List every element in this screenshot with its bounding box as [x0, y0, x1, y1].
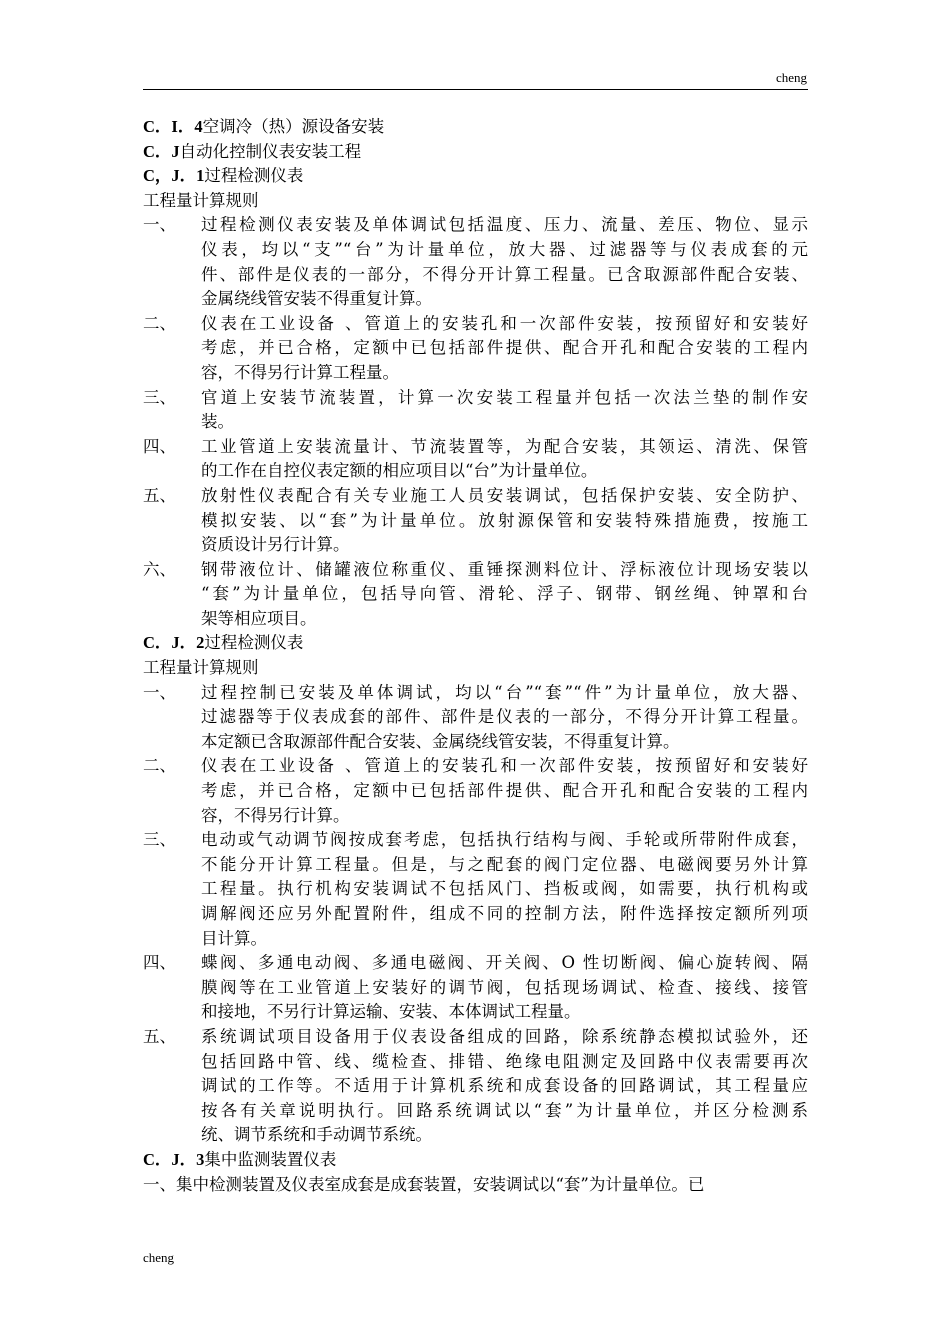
section-code: C．J．3 — [143, 1149, 205, 1169]
item-text-line: 统、调节系统和手动调节系统。 — [201, 1125, 432, 1145]
section-heading — [143, 1148, 808, 1173]
item-text-line: “套”为计量单位，包括导向管、滑轮、浮子、钢带、钢丝绳、钟罩和台 — [201, 584, 808, 604]
numbered-item — [143, 312, 808, 386]
item-text-line: 考虑，并已合格，定额中已包括部件提供、配合开孔和配合安装的工程内 — [201, 781, 808, 801]
item-text-line: 膜阀等在工业管道上安装好的调节阀，包括现场调试、检查、接线、接管 — [201, 977, 808, 997]
section-title: 过程检测仪表 — [204, 633, 304, 653]
page-footer: cheng — [143, 1250, 175, 1265]
item-text-line: 放射性仪表配合有关专业施工人员安装调试，包括保护安装、安全防护、 — [201, 485, 808, 505]
item-text-line: 容，不得另行计算工程量。 — [201, 362, 399, 382]
section-code: C．J．2 — [143, 633, 205, 653]
paragraph-line: 工程量计算规则 — [143, 190, 259, 210]
numbered-item — [143, 681, 808, 755]
item-body — [201, 951, 808, 1025]
item-text-line: 不能分开计算工程量。但是，与之配套的阀门定位器、电磁阀要另外计算 — [201, 854, 808, 874]
item-text-line: 按各有关章说明执行。回路系统调试以“套”为计量单位，并区分检测系 — [201, 1100, 808, 1120]
section-code: C．I．4 — [143, 117, 203, 136]
item-number: 三、 — [143, 387, 176, 407]
section-heading — [143, 140, 808, 165]
item-text-line: 工程量。执行机构安装调试不包括风门、挡板或阀，如需要，执行机构或 — [201, 879, 808, 899]
item-text-line: 金属绕线管安装不得重复计算。 — [201, 289, 432, 309]
item-text-line: 和接地，不另行计算运输、安装、本体调试工程量。 — [201, 1002, 581, 1022]
item-number: 二、 — [143, 313, 176, 333]
item-text-line: 系统调试项目设备用于仪表设备组成的回路，除系统静态模拟试验外，还 — [201, 1026, 808, 1046]
item-number: 二、 — [143, 756, 176, 776]
numbered-item — [143, 484, 808, 558]
section-code: C，J．1 — [143, 166, 205, 186]
item-body — [201, 312, 808, 386]
item-text-line: 工业管道上安装流量计、节流装置等，为配合安装，其领运、清洗、保管 — [201, 436, 808, 456]
item-text-line: 资质设计另行计算。 — [201, 535, 350, 555]
item-text-line: 电动或气动调节阀按成套考虑，包括执行结构与阀、手轮或所带附件成套， — [201, 830, 808, 850]
item-body — [201, 435, 808, 484]
item-text-line: 钢带液位计、储罐液位称重仪、重锤探测料位计、浮标液位计现场安装以 — [201, 559, 808, 579]
section-title: 自动化控制仪表安装工程 — [179, 141, 362, 161]
item-text-line: 件、部件是仪表的一部分，不得分开计算工程量。已含取源部件配合安装、 — [201, 264, 808, 284]
item-text-line: 装。 — [201, 412, 234, 432]
section-title: 集中监测装置仪表 — [204, 1149, 337, 1169]
numbered-item — [143, 386, 808, 435]
section-title: 过程检测仪表 — [204, 166, 304, 186]
item-text-line: 过程控制已安装及单体调试，均以“台”“套”“件”为计量单位，放大器、 — [201, 682, 808, 702]
item-body — [201, 828, 808, 951]
section-title: 空调冷（热）源设备安装 — [202, 117, 385, 136]
item-number: 一、 — [143, 682, 176, 702]
item-text-line: 蝶阀、多通电动阀、多通电磁阀、开关阀、O 性切断阀、偏心旋转阀、隔 — [201, 953, 808, 973]
numbered-item — [143, 435, 808, 484]
item-number: 三、 — [143, 830, 176, 850]
item-number: 五、 — [143, 1026, 176, 1046]
item-number: 一、 — [143, 215, 176, 235]
item-number: 四、 — [143, 953, 176, 973]
item-text-line: 包括回路中管、线、缆检查、排错、绝缘电阻测定及回路中仪表需要再次 — [201, 1051, 808, 1071]
item-text-line: 调解阀还应另外配置附件，组成不同的控制方法，附件选择按定额所列项 — [201, 904, 808, 923]
section-heading — [143, 115, 808, 140]
numbered-item — [143, 828, 808, 951]
section-code: C．J — [143, 141, 180, 161]
item-body — [201, 754, 808, 828]
numbered-item — [143, 754, 808, 828]
item-text-line: 仪表在工业设备 、管道上的安装孔和一次部件安装，按预留好和安装好 — [201, 756, 808, 776]
item-body — [201, 681, 808, 755]
section-heading — [143, 631, 808, 656]
item-body — [201, 213, 808, 311]
item-number: 六、 — [143, 559, 176, 579]
item-body — [201, 386, 808, 435]
numbered-item — [143, 1025, 808, 1148]
document-body — [143, 115, 808, 1197]
item-text-line: 的工作在自控仪表定额的相应项目以“台”为计量单位。 — [201, 461, 598, 481]
item-body — [201, 1025, 808, 1148]
item-text-line: 目计算。 — [201, 928, 267, 948]
item-text-line: 容，不得另行计算。 — [201, 805, 350, 825]
header-divider — [143, 89, 808, 90]
item-text-line: 架等相应项目。 — [201, 608, 317, 628]
item-number: 五、 — [143, 485, 176, 505]
numbered-item — [143, 558, 808, 632]
paragraph-line: 工程量计算规则 — [143, 658, 259, 678]
item-number: 四、 — [143, 436, 176, 456]
item-text-line: 过程检测仪表安装及单体调试包括温度、压力、流量、差压、物位、显示 — [201, 215, 808, 235]
page-header: cheng — [775, 70, 807, 85]
item-body — [201, 558, 808, 632]
item-text-line: 官道上安装节流装置，计算一次安装工程量并包括一次法兰垫的制作安 — [201, 387, 808, 407]
item-text-line: 仪表，均以“支”“台”为计量单位，放大器、过滤器等与仪表成套的元 — [201, 239, 808, 259]
numbered-item — [143, 213, 808, 311]
section-heading — [143, 164, 808, 189]
numbered-item — [143, 951, 808, 1025]
paragraph-line: 一、集中检测装置及仪表室成套是成套装置，安装调试以“套”为计量单位。已 — [143, 1174, 705, 1194]
item-text-line: 模拟安装、以“套”为计量单位。放射源保管和安装特殊措施费，按施工 — [201, 510, 808, 530]
item-text-line: 调试的工作等。不适用于计算机系统和成套设备的回路调试，其工程量应 — [201, 1076, 808, 1096]
item-body — [201, 484, 808, 558]
item-text-line: 本定额已含取源部件配合安装、金属绕线管安装，不得重复计算。 — [201, 731, 680, 751]
item-text-line: 过滤器等于仪表成套的部件、部件是仪表的一部分，不得分开计算工程量。 — [201, 707, 808, 727]
item-text-line: 仪表在工业设备 、管道上的安装孔和一次部件安装，按预留好和安装好 — [201, 313, 808, 333]
item-text-line: 考虑，并已合格，定额中已包括部件提供、配合开孔和配合安装的工程内 — [201, 338, 808, 358]
